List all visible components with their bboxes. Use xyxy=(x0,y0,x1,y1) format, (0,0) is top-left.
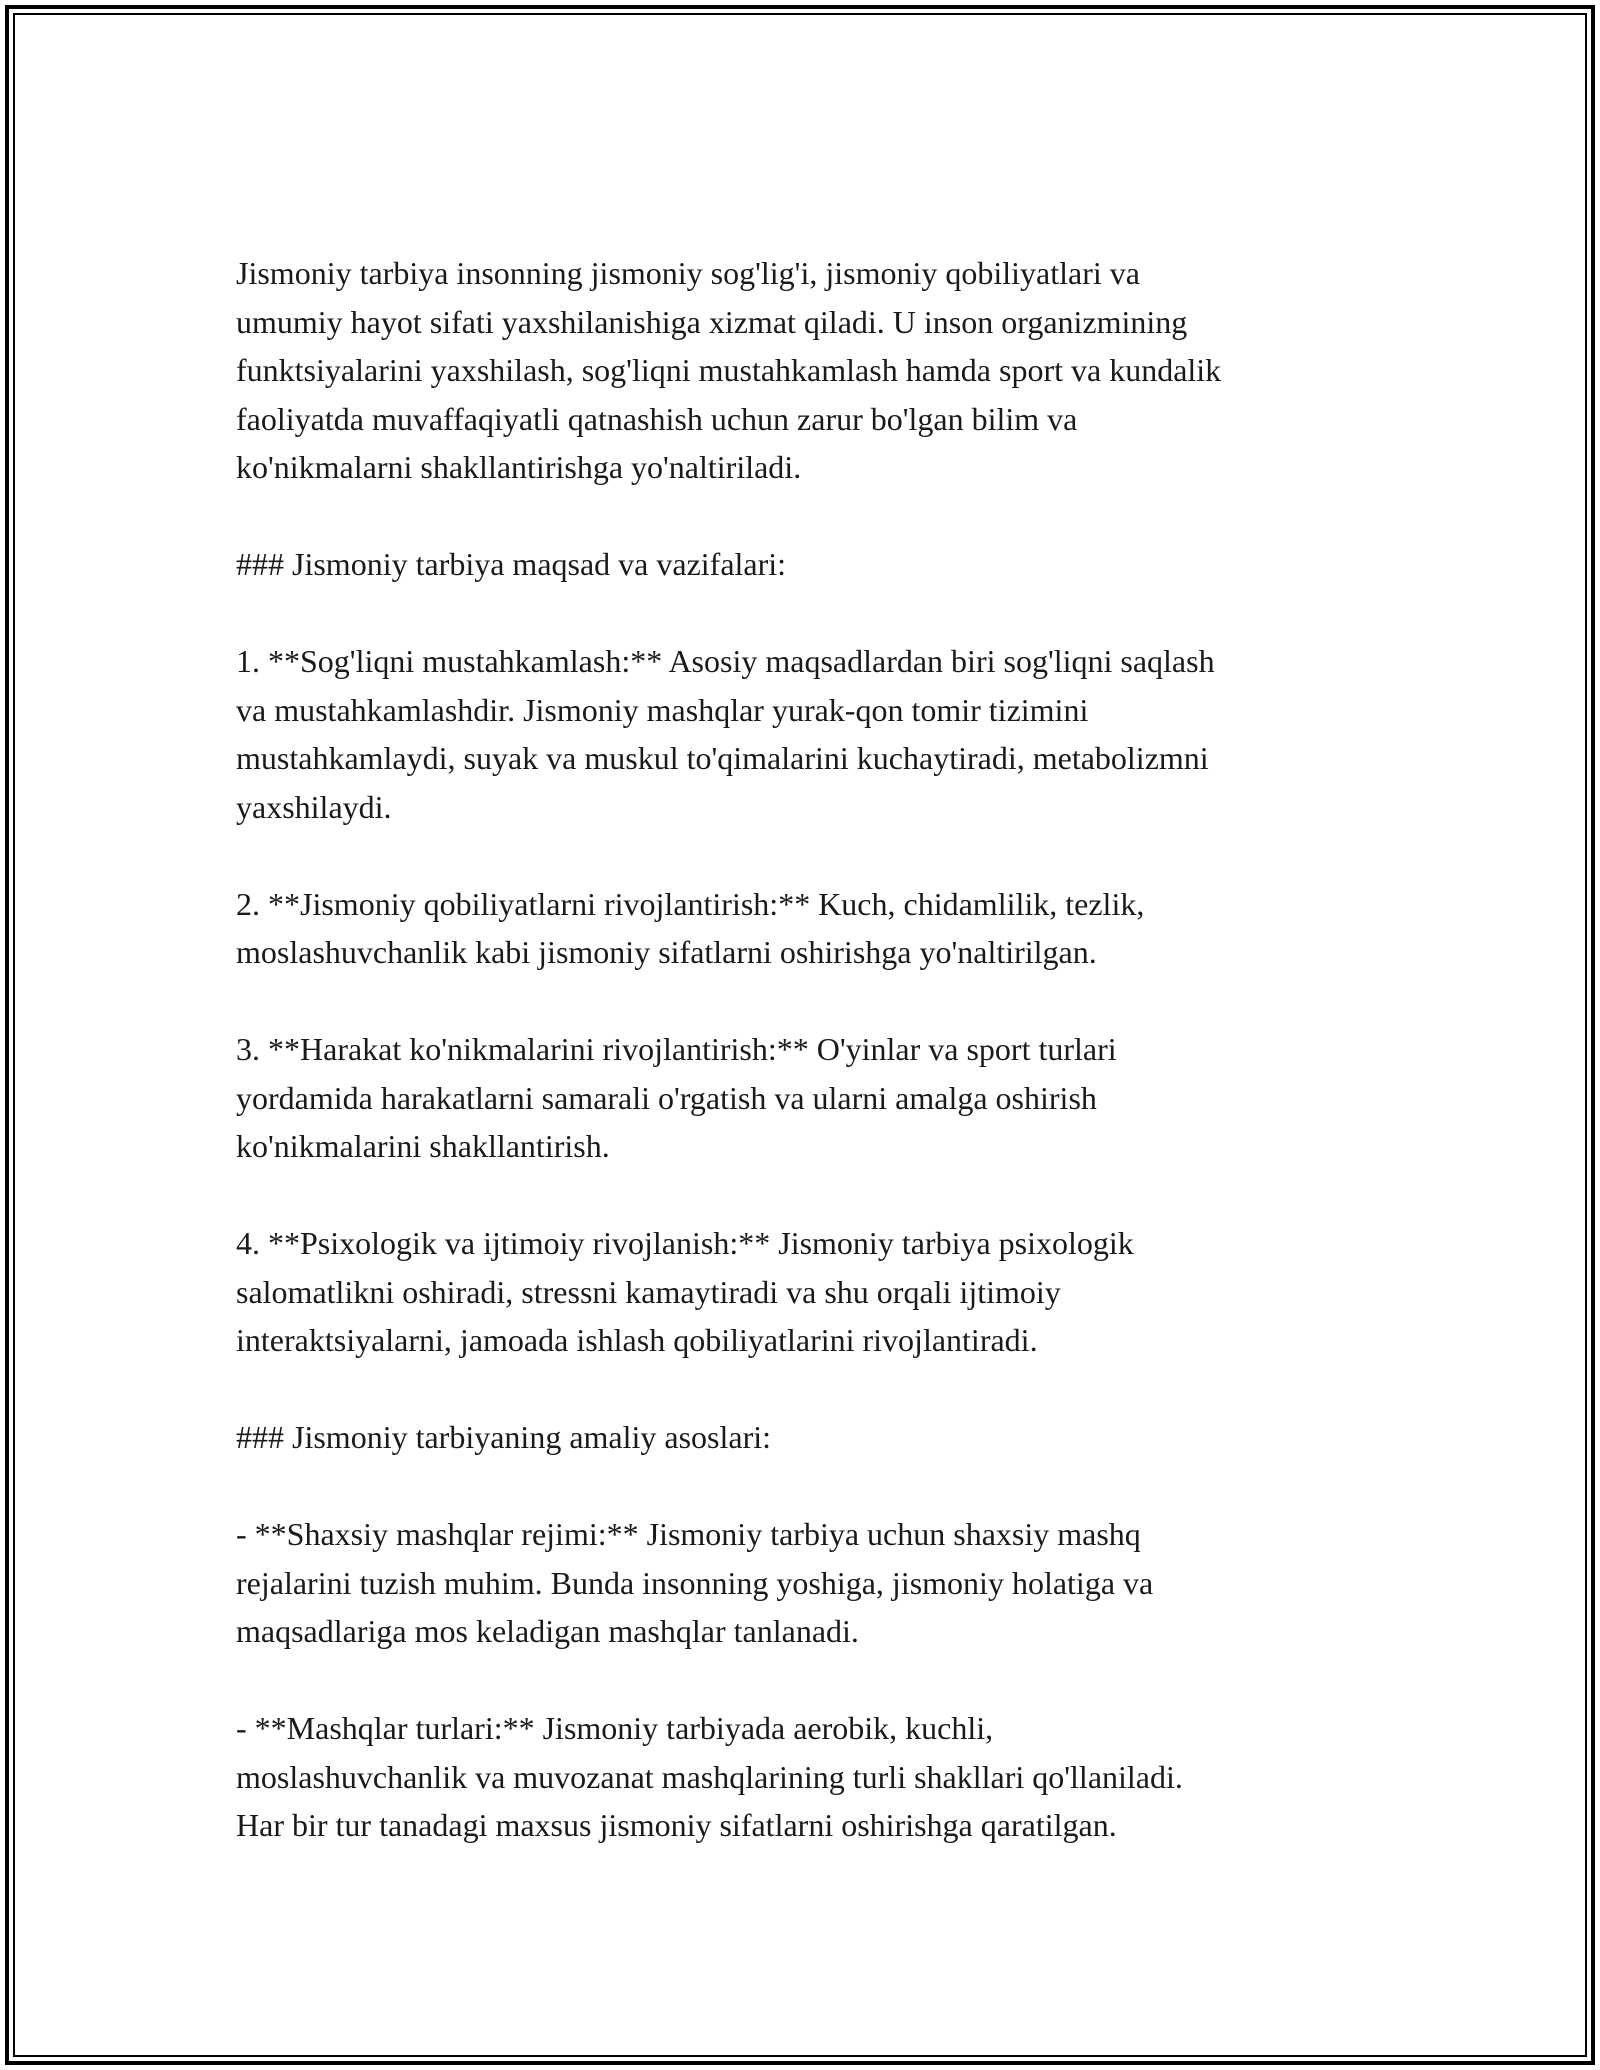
list-item-4: 4. **Psixologik va ijtimoiy rivojlanish:** Jismoniy tarbiya psixologik salomatlikni oshiradi, stressni kamaytiradi va shu orqali ijtimoiy interaktsiyalarni, jamoada ishlash qobiliyatlarini rivojlantiradi. xyxy=(236,1225,1134,1358)
bullet-item-1: - **Shaxsiy mashqlar rejimi:** Jismoniy tarbiya uchun shaxsiy mashq rejalarini tuzish muhim. Bunda insonning yoshiga, jismoniy holatiga va maqsadlariga mos keladigan mashqlar tanlanadi. xyxy=(236,1516,1154,1649)
list-item-1: 1. **Sog'liqni mustahkamlash:** Asosiy maqsadlardan biri sog'liqni saqlash va mustahkamlashdir. Jismoniy mashqlar yurak-qon tomir tizimini mustahkamlaydi, suyak va muskul to'qimalarini kuchaytiradi, metabolizmni yaxshilaydi. xyxy=(236,643,1215,825)
list-item-2: 2. **Jismoniy qobiliyatlarni rivojlantirish:** Kuch, chidamlilik, tezlik, moslashuvchanlik kabi jismoniy sifatlarni oshirishga yo'naltirilgan. xyxy=(236,885,1145,970)
bullet-item-2: - **Mashqlar turlari:** Jismoniy tarbiyada aerobik, kuchli, moslashuvchanlik va muvozanat mashqlarining turli shakllari qo'llaniladi. Har bir tur tanadagi maxsus jismoniy sifatlarni oshirishga qaratilgan. xyxy=(236,1710,1183,1843)
section-heading-goals: ### Jismoniy tarbiya maqsad va vazifalari: xyxy=(236,546,787,582)
document-body xyxy=(236,249,1386,1850)
list-item-3: 3. **Harakat ko'nikmalarini rivojlantirish:** O'yinlar va sport turlari yordamida harakatlarni samarali o'rgatish va ularni amalga oshirish ko'nikmalarini shakllantirish. xyxy=(236,1031,1117,1164)
section-heading-practical: ### Jismoniy tarbiyaning amaliy asoslari: xyxy=(236,1419,772,1455)
intro-paragraph: Jismoniy tarbiya insonning jismoniy sog'lig'i, jismoniy qobiliyatlari va umumiy hayot sifati yaxshilanishiga xizmat qiladi. U inson organizmining funktsiyalarini yaxshilash, sog'liqni mustahkamlash hamda sport va kundalik faoliyatda muvaffaqiyatli qatnashish uchun zarur bo'lgan bilim va ko'nikmalarni shakllantirishga yo'naltiriladi. xyxy=(236,255,1222,485)
